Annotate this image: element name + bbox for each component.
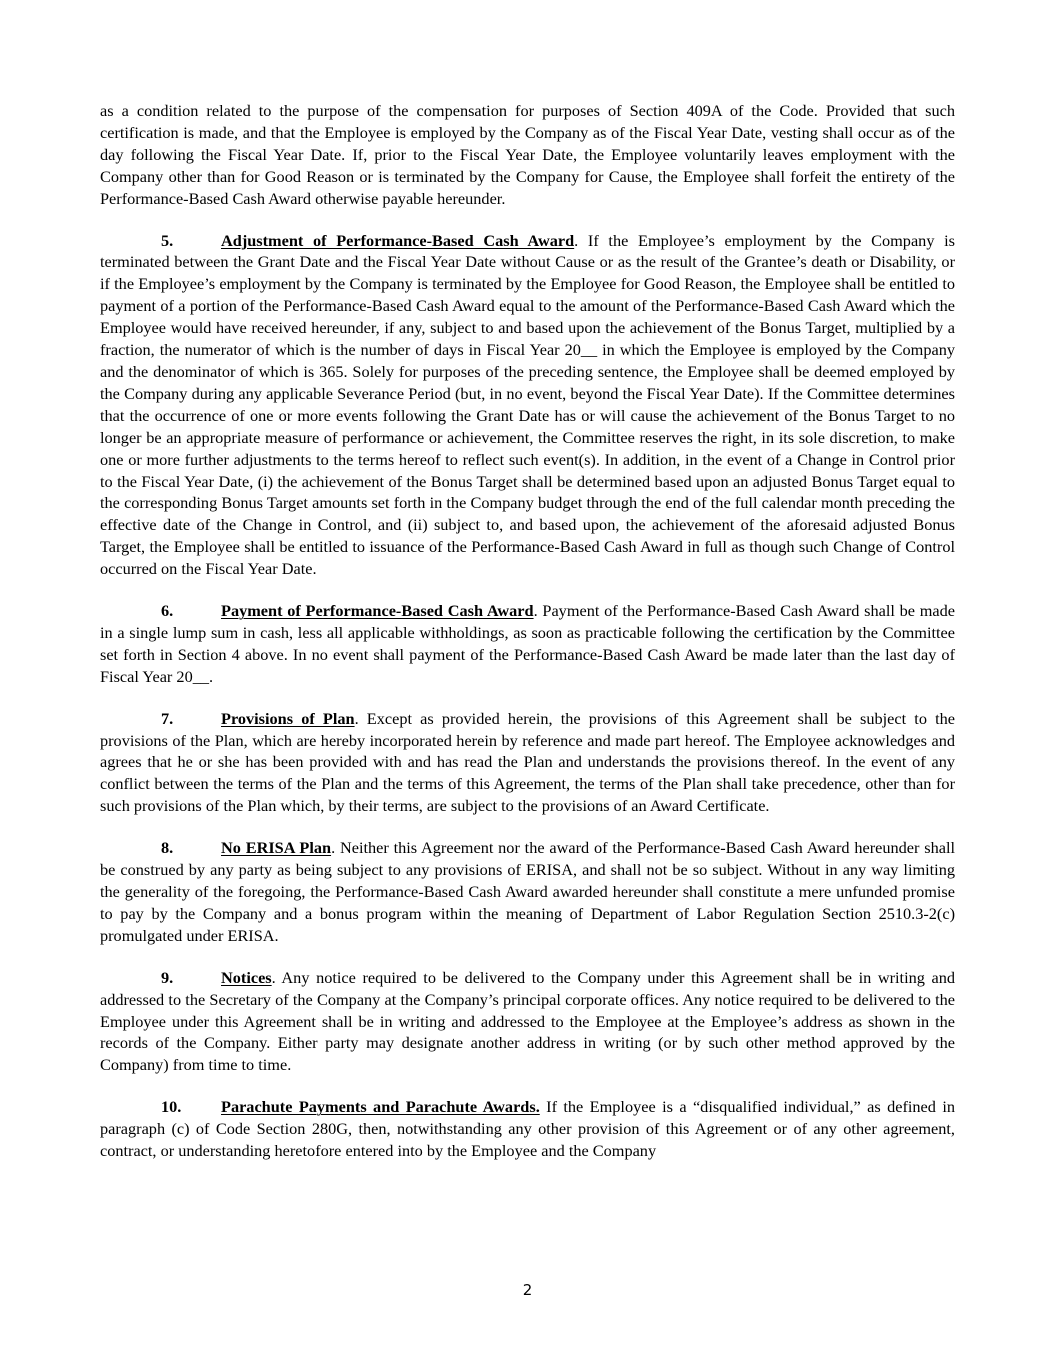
section-heading: Notices [221, 967, 272, 987]
section-body: Payment of the Performance-Based Cash Award shall be made in a single lump sum in cash, less all applicable withholdings, as soon as practicable following the certification by the Committee set forth in Section 4 above. In no event shall payment of the Performance-Based Cash Award be made later than the last day of Fiscal Year 20__. [100, 601, 955, 686]
section-number: 10. [161, 1097, 182, 1117]
section-number: 5. [161, 230, 174, 250]
section-heading: Provisions of Plan [221, 708, 355, 728]
section-body: If the Employee’s employment by the Company is terminated between the Grant Date and the Fiscal Year Date without Cause or as the result of the Grantee’s death or Disability, or if the Employee’s employment by the Company is terminated by the Employee for Good Reason, the Employee shall be entitled to payment of a portion of the Performance-Based Cash Award equal to the amount of the Performance-Based Cash Award which the Employee would have received hereunder, if any, subject to and based upon the achievement of the Bonus Target, multiplied by a fraction, the numerator of which is the number of days in Fiscal Year 20__ in which the Employee is employed by the Company and the denominator of which is 365. Solely for purposes of the preceding sentence, the Employee shall be deemed employed by the Company during any applicable Severance Period (but, in no event, beyond the Fiscal Year Date). If the Committee determines that the occurrence of one or more events following the Grant Date has or will cause the achievement of the Bonus Target to no longer be an appropriate measure of performance or achievement, the Committee reserves the right, in its sole discretion, to make one or more further adjustments to the terms hereof to reflect such event(s). In addition, in the event of a Change in Control prior to the Fiscal Year Date, (i) the achievement of the Bonus Target shall be determined based upon an adjusted Bonus Target equal to the corresponding Bonus Target amounts set forth in the Company budget through the end of the full calendar month preceding the effective date of the Change in Control, and (ii) subject to, and based upon, the achievement of the aforesaid adjusted Bonus Target, the Employee shall be entitled to issuance of the Performance-Based Cash Award in full as though such Change of Control occurred on the Fiscal Year Date. [100, 230, 955, 579]
section-5 [100, 230, 955, 581]
section-heading-suffix: . [271, 967, 276, 987]
section-9 [100, 967, 955, 1077]
section-heading-suffix: . [331, 838, 336, 858]
section-number: 8. [161, 838, 174, 858]
section-body: Any notice required to be delivered to the Company under this Agreement shall be in writing and addressed to the Secretary of the Company at the Company’s principal corporate offices. Any notice required to be delivered to the Employee under this Agreement shall be in writing and addressed to the Employee at the Employee’s address as shown in the records of the Company. Either party may designate another address in writing (or by such other method approved by the Company) from time to time. [100, 967, 955, 1075]
section-heading-suffix: . [354, 708, 359, 728]
section-heading: Adjustment of Performance-Based Cash Award [221, 230, 575, 250]
section-number: 6. [161, 601, 174, 621]
page-number: 2 [522, 1281, 533, 1299]
section-heading: Parachute Payments and Parachute Awards. [221, 1097, 540, 1117]
section-8 [100, 837, 955, 947]
document-body [100, 100, 955, 1182]
section-heading-suffix: . [574, 230, 579, 250]
section-6 [100, 600, 955, 688]
section-heading: Payment of Performance-Based Cash Award [221, 601, 534, 621]
section-number: 7. [161, 708, 174, 728]
section-body: If the Employee is a “disqualified individual,” as defined in paragraph (c) of Code Section 280G, then, notwithstanding any other provision of this Agreement or of any other agreement, contract, or understanding heretofore entered into by the Employee and the Company [100, 1097, 955, 1161]
intro-paragraph: as a condition related to the purpose of the compensation for purposes of Section 409A of the Code. Provided that such certification is made, and that the Employee is employed by the Company as of the Fiscal Year Date, vesting shall occur as of the day following the Fiscal Year Date. If, prior to the Fiscal Year Date, the Employee voluntarily leaves employment with the Company other than for Good Reason or is terminated by the Company for Cause, the Employee shall forfeit the entirety of the Performance-Based Cash Award otherwise payable hereunder. [100, 101, 955, 208]
section-heading: No ERISA Plan [221, 838, 332, 858]
section-7 [100, 708, 955, 818]
section-heading-suffix: . [533, 601, 538, 621]
section-body: Neither this Agreement nor the award of the Performance-Based Cash Award hereunder shall be construed by any party as being subject to any provisions of ERISA, and shall not be so subject. Without in any way limiting the generality of the foregoing, the Performance-Based Cash Award awarded hereunder shall constitute a mere unfunded promise to pay by the Company and a bonus program within the meaning of Department of Labor Regulation Section 2510.3-2(c) promulgated under ERISA. [100, 838, 955, 945]
section-body: Except as provided herein, the provisions of this Agreement shall be subject to the provisions of the Plan, which are hereby incorporated herein by reference and made part hereof. The Employee acknowledges and agrees that he or she has been provided with and has read the Plan and understands the provisions thereof. In the event of any conflict between the terms of the Plan and the terms of this Agreement, the terms of the Plan shall take precedence, other than for such provisions of the Plan which, by their terms, are subject to the provisions of an Award Certificate. [100, 708, 955, 816]
section-10 [100, 1096, 955, 1162]
section-number: 9. [161, 967, 174, 987]
